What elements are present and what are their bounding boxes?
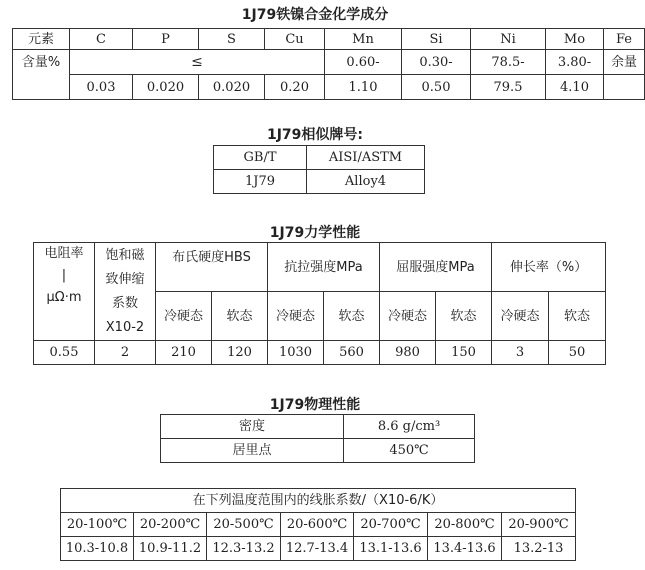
header-si: Si: [402, 29, 471, 50]
p-value: 0.020: [133, 75, 199, 100]
similar-value-aisi: Alloy4: [307, 170, 425, 194]
range-20-100: 20-100℃: [61, 513, 134, 537]
header-element: 元素: [13, 29, 70, 50]
resistivity-line1: 电阻率: [44, 246, 84, 261]
magnetostriction-value: 2: [95, 341, 156, 365]
header-cu: Cu: [265, 29, 325, 50]
yield-cold: 冷硬态: [380, 292, 436, 341]
tensile-soft: 软态: [324, 292, 380, 341]
mn-bottom: 1.10: [325, 75, 402, 100]
value-20-800: 13.4-13.6: [428, 537, 502, 561]
composition-table: [12, 28, 645, 100]
density-value: 8.6 g/cm³: [344, 415, 475, 439]
mo-top: 3.80-: [546, 50, 604, 75]
yield-soft: 软态: [436, 292, 492, 341]
c-value: 0.03: [70, 75, 133, 100]
mechanical-title: 1J79力学性能: [269, 225, 361, 241]
yield-header: 屈服强度MPa: [380, 243, 492, 292]
resistivity-value: 0.55: [34, 341, 95, 365]
ni-top: 78.5-: [471, 50, 546, 75]
header-mn: Mn: [325, 29, 402, 50]
expansion-title: 在下列温度范围内的线胀系数/（X10-6/K）: [61, 489, 576, 513]
range-20-600: 20-600℃: [281, 513, 354, 537]
range-20-900: 20-900℃: [502, 513, 576, 537]
mechanical-table: [33, 242, 606, 365]
si-bottom: 0.50: [402, 75, 471, 100]
header-ni: Ni: [471, 29, 546, 50]
ni-bottom: 79.5: [471, 75, 546, 100]
similar-table: [213, 145, 425, 194]
composition-title: 1J79铁镍合金化学成分: [241, 7, 389, 23]
value-20-200: 10.9-11.2: [134, 537, 207, 561]
value-20-700: 13.1-13.6: [354, 537, 428, 561]
content-label: 含量%: [13, 50, 70, 100]
brinell-soft-value: 120: [212, 341, 268, 365]
magnetostriction-line2: 致伸缩: [105, 271, 145, 287]
mn-top: 0.60-: [325, 50, 402, 75]
value-20-900: 13.2-13: [502, 537, 576, 561]
resistivity-line3: μΩ·m: [46, 290, 82, 305]
si-top: 0.30-: [402, 50, 471, 75]
magnetostriction-line4: X10-2: [105, 319, 145, 335]
range-20-500: 20-500℃: [207, 513, 281, 537]
elongation-soft-value: 50: [549, 341, 606, 365]
le-symbol: ≤: [70, 50, 325, 75]
range-20-800: 20-800℃: [428, 513, 502, 537]
elongation-header: 伸长率（%）: [492, 243, 606, 292]
elongation-soft: 软态: [549, 292, 606, 341]
tensile-cold-value: 1030: [268, 341, 324, 365]
yield-cold-value: 980: [380, 341, 436, 365]
fe-value: 余量: [604, 50, 645, 75]
resistivity-line2: |: [61, 268, 67, 283]
value-20-500: 12.3-13.2: [207, 537, 281, 561]
header-c: C: [70, 29, 133, 50]
range-20-700: 20-700℃: [354, 513, 428, 537]
similar-value-gbt: 1J79: [214, 170, 307, 194]
yield-soft-value: 150: [436, 341, 492, 365]
brinell-cold-value: 210: [156, 341, 212, 365]
brinell-cold: 冷硬态: [156, 292, 212, 341]
resistivity-header: [34, 243, 95, 341]
similar-title: 1J79相似牌号:: [266, 127, 364, 143]
magnetostriction-line3: 系数: [111, 295, 138, 311]
brinell-header: 布氏硬度HBS: [156, 243, 268, 292]
fe-empty: [604, 75, 645, 100]
curie-point-label: 居里点: [161, 439, 344, 463]
tensile-header: 抗拉强度MPa: [268, 243, 380, 292]
cu-value: 0.20: [265, 75, 325, 100]
physical-title: 1J79物理性能: [269, 397, 361, 413]
header-fe: Fe: [604, 29, 645, 50]
similar-header-aisi: AISI/ASTM: [307, 146, 425, 170]
header-s: S: [199, 29, 265, 50]
range-20-200: 20-200℃: [134, 513, 207, 537]
mo-bottom: 4.10: [546, 75, 604, 100]
tensile-cold: 冷硬态: [268, 292, 324, 341]
elongation-cold: 冷硬态: [492, 292, 549, 341]
elongation-cold-value: 3: [492, 341, 549, 365]
similar-header-gbt: GB/T: [214, 146, 307, 170]
expansion-table: [60, 488, 576, 561]
curie-point-value: 450℃: [344, 439, 475, 463]
density-label: 密度: [161, 415, 344, 439]
header-mo: Mo: [546, 29, 604, 50]
brinell-soft: 软态: [212, 292, 268, 341]
header-p: P: [133, 29, 199, 50]
magnetostriction-line1: 饱和磁: [105, 247, 145, 263]
s-value: 0.020: [199, 75, 265, 100]
magnetostriction-header: [95, 243, 156, 341]
value-20-600: 12.7-13.4: [281, 537, 354, 561]
tensile-soft-value: 560: [324, 341, 380, 365]
value-20-100: 10.3-10.8: [61, 537, 134, 561]
physical-table: [160, 414, 475, 463]
